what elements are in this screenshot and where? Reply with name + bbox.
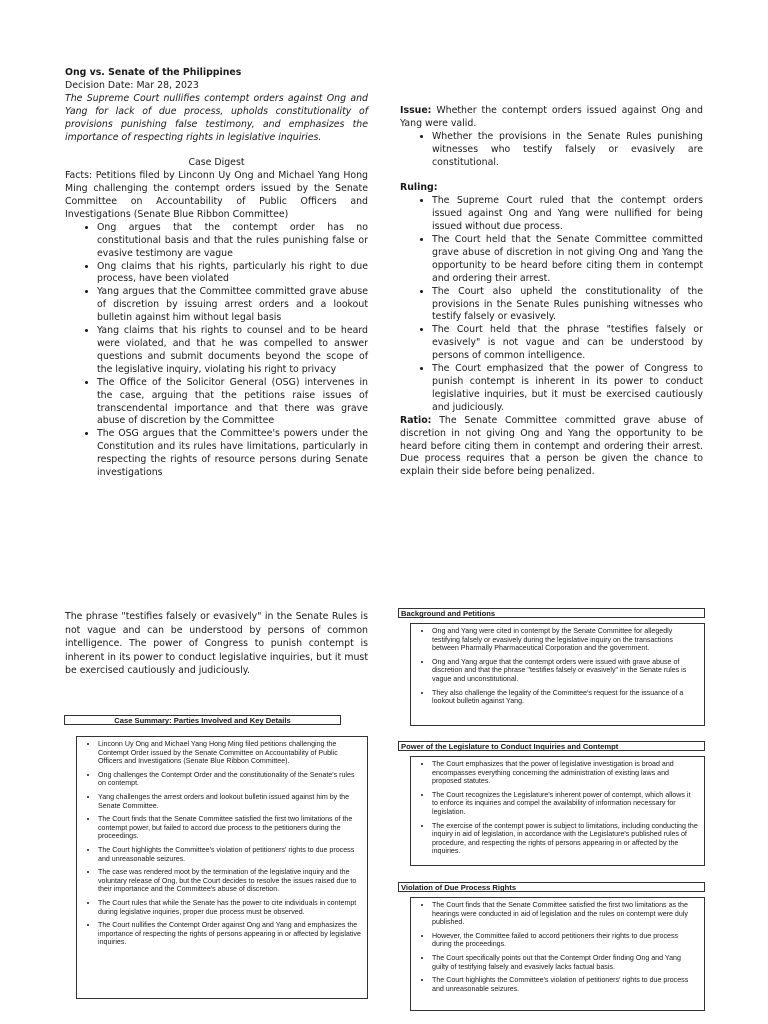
case-title: Ong vs. Senate of the Philippines: [65, 67, 242, 78]
issue-text: Whether the contempt orders issued against Ong and Yang were valid.: [400, 105, 704, 129]
ruling-item: • The Court also upheld the constitutionality of the provisions in the Senate Rules punishing witnesses who testify falsely or evasively.: [432, 286, 703, 325]
power-box-heading: [398, 741, 705, 751]
facts-item: • Ong claims that his rights, particularly his right to due process, have been violated: [97, 261, 368, 287]
ruling-label: Ruling:: [400, 182, 438, 194]
power-item: • The Court emphasizes that the power of legislative investigation is broad and encompasses everything concerning the administration of existing laws and proposed statutes.: [432, 760, 698, 786]
due-process-item: • The Court finds that the Senate Committee satisfied the first two limitations as the hearings were conducted in aid of legislation and the rules on contempt were duly published.: [432, 901, 698, 927]
summary-box-heading-text: Case Summary: Parties Involved and Key Details: [114, 716, 291, 725]
left-column: [65, 67, 368, 480]
summary-box-heading: [64, 715, 341, 725]
power-list: [411, 760, 704, 856]
ruling-item: • The Court emphasized that the power of Congress to punish contempt is inherent in its power to conduct legislative inquiries, but it must be exercised cautiously and judiciously.: [432, 363, 703, 415]
power-item: • The exercise of the contempt power is subject to limitations, including conducting the inquiry in aid of legislation, in accordance with the Legislature's published rules of procedure, and respecting the rights of persons appearing in or affected by the inquiries.: [432, 822, 698, 856]
summary-item: • The Court finds that the Senate Committee satisfied the first two limitations of the contempt power, but failed to accord due process to the petitioners during the proceedings.: [98, 815, 361, 841]
case-summary: The Supreme Court nullifies contempt orders against Ong and Yang for lack of due process, upholds constitutionality of provisions punishing false testimony, and emphasizes the importance of respecting rights in legislative inquiries.: [65, 92, 368, 143]
due-process-item: • The Court specifically points out that the Contempt Order finding Ong and Yang guilty of testifying falsely and evasively lacks factual basis.: [432, 954, 698, 971]
due-process-box-heading-text: Violation of Due Process Rights: [401, 883, 517, 892]
summary-item: • The Court rules that while the Senate has the power to cite individuals in contempt during legislative inquiries, proper due process must be observed.: [98, 899, 361, 916]
ratio-paragraph: [400, 415, 703, 480]
summary-list: [77, 740, 367, 947]
ratio-label: Ratio:: [400, 414, 432, 426]
due-process-box: [410, 897, 705, 1011]
due-process-box-heading: [398, 882, 705, 892]
ruling-list: [400, 195, 703, 414]
summary-item: • Ong challenges the Contempt Order and the constitutionality of the Senate's rules on contempt.: [98, 771, 361, 788]
digest-heading: Case Digest: [188, 157, 245, 169]
right-column: [400, 67, 703, 479]
facts-intro: Facts: Petitions filed by Linconn Uy Ong and Michael Yang Hong Ming challenging the contempt orders issued by the Senate Committee on Accountability of Public Officers and Investigations (Senate Blue Ribbon Committee): [65, 170, 368, 220]
due-process-list: [411, 901, 704, 993]
summary-box: [76, 736, 368, 999]
summary-item: • The Court highlights the Committee's violation of petitioners' rights to due process and unreasonable seizures.: [98, 846, 361, 863]
issue-label: Issue:: [400, 105, 432, 116]
power-item: • The Court recognizes the Legislature's inherent power of contempt, which allows it to enforce its inquiries and compel the availability of information necessary for legislation.: [432, 791, 698, 817]
conclusion-text: The phrase "testifies falsely or evasively" in the Senate Rules is not vague and can be understood by persons of common intelligence. The power of Congress to punish contempt is inherent in its power to conduct legislative inquiries, but it must be exercised cautiously and judiciously.: [65, 611, 368, 677]
issue-item: • Whether the provisions in the Senate Rules punishing witnesses who testify falsely or evasively are constitutional.: [432, 131, 703, 170]
background-list: [411, 627, 704, 706]
background-box: [410, 623, 705, 726]
power-box: [410, 756, 705, 866]
facts-item: • The OSG argues that the Committee's powers under the Constitution and its rules have limitations, particularly in respecting the rights of resource persons during Senate investigations: [97, 428, 368, 480]
summary-item: • Yang challenges the arrest orders and lookout bulletin issued against him by the Senate Committee.: [98, 793, 361, 810]
facts-item: • Yang argues that the Committee committed grave abuse of discretion by issuing arrest orders and a lookout bulletin against him without legal basis: [97, 286, 368, 325]
power-box-heading-text: Power of the Legislature to Conduct Inquiries and Contempt: [401, 742, 619, 751]
background-item: • Ong and Yang argue that the contempt orders were issued with grave abuse of discretion and that the phrase "testifies falsely or evasively" in the Senate rules is vague and unconstitutional.: [432, 658, 698, 684]
summary-item: • The case was rendered moot by the termination of the legislative inquiry and the voluntary release of Ong, but the Court decides to resolve the issues raised due to their importance and the Committee's abuse of discretion.: [98, 868, 361, 894]
ruling-item: • The Supreme Court ruled that the contempt orders issued against Ong and Yang were nullified for being issued without due process.: [432, 195, 703, 234]
background-box-heading-text: Background and Petitions: [401, 609, 496, 618]
issue-list: [400, 131, 703, 170]
summary-item: • Linconn Uy Ong and Michael Yang Hong Ming filed petitions challenging the Contempt Order issued by the Senate Committee on Accountability of Public Officers and Investigations (Senate Blue Ribbon Committee).: [98, 740, 361, 766]
facts-list: [65, 222, 368, 480]
background-item: • They also challenge the legality of the Committee's request for the issuance of a lookout bulletin against Yang.: [432, 689, 698, 706]
facts-item: • Ong argues that the contempt order has no constitutional basis and that the rules punishing false or evasive testimony are vague: [97, 222, 368, 261]
decision-date: Decision Date: Mar 28, 2023: [65, 79, 199, 91]
summary-item: • The Court nullifies the Contempt Order against Ong and Yang and emphasizes the importance of respecting the rights of persons appearing in or affected by legislative inquiries.: [98, 921, 361, 947]
conclusion-paragraph: [65, 610, 368, 678]
due-process-item: • The Court highlights the Committee's violation of petitioners' rights to due process and unreasonable seizures.: [432, 976, 698, 993]
ruling-item: • The Court held that the Senate Committee committed grave abuse of discretion in not giving Ong and Yang the opportunity to be heard before citing them in contempt and ordering their arrest.: [432, 234, 703, 286]
due-process-item: • However, the Committee failed to accord petitioners their rights to due process during the proceedings.: [432, 932, 698, 949]
ratio-text: The Senate Committee committed grave abuse of discretion in not giving Ong and Yang the opportunity to be heard before citing them in contempt and ordering their arrest. Due process requires that a person be given the chance to explain their side before being penalized.: [400, 414, 703, 478]
background-item: • Ong and Yang were cited in contempt by the Senate Committee for allegedly testifying falsely or evasively during the legislative inquiry on the transactions between Pharmally Pharmaceutical Corporation and the government.: [432, 627, 698, 653]
facts-item: • Yang claims that his rights to counsel and to be heard were violated, and that he was compelled to answer questions and submit documents beyond the scope of the legislative inquiry, violating his right to privacy: [97, 325, 368, 377]
background-box-heading: [398, 608, 705, 618]
facts-item: • The Office of the Solicitor General (OSG) intervenes in the case, arguing that the petitions raise issues of transcendental importance and that there was grave abuse of discretion by the Committee: [97, 377, 368, 429]
ruling-item: • The Court held that the phrase "testifies falsely or evasively" is not vague and can be understood by persons of common intelligence.: [432, 324, 703, 363]
issue-paragraph: [400, 105, 703, 131]
